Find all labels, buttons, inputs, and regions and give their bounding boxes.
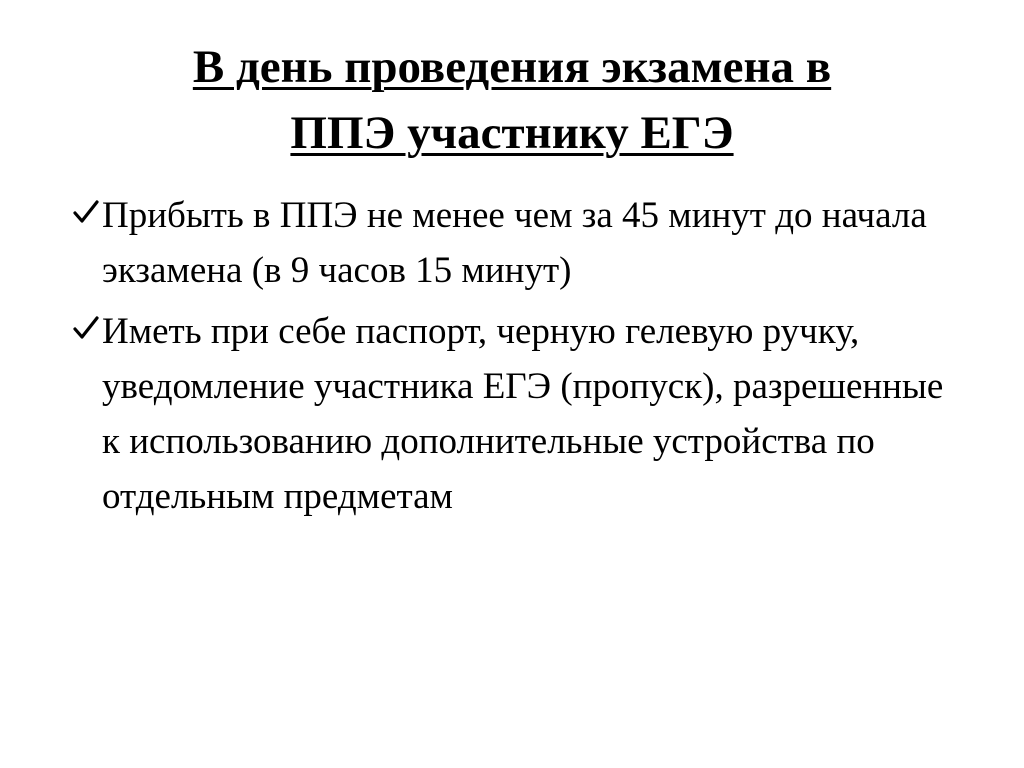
bullet-item-items-to-bring [70,304,970,524]
slide-title [60,34,964,166]
check-icon [72,314,100,342]
bullet-list [70,188,970,530]
bullet-text-items-to-bring: Иметь при себе паспорт, черную гелевую ручку, уведомление участника ЕГЭ (пропуск), разрешенные к использованию дополнительные устройства по отдельным предметам [102,311,944,517]
check-icon [72,198,100,226]
bullet-item-arrival [70,188,970,298]
bullet-text-arrival: Прибыть в ППЭ не менее чем за 45 минут до начала экзамена (в 9 часов 15 минут) [102,195,927,291]
slide-title-line-1: В день проведения экзамена в [192,41,832,93]
slide-title-line-2: ППЭ участнику ЕГЭ [290,107,734,159]
